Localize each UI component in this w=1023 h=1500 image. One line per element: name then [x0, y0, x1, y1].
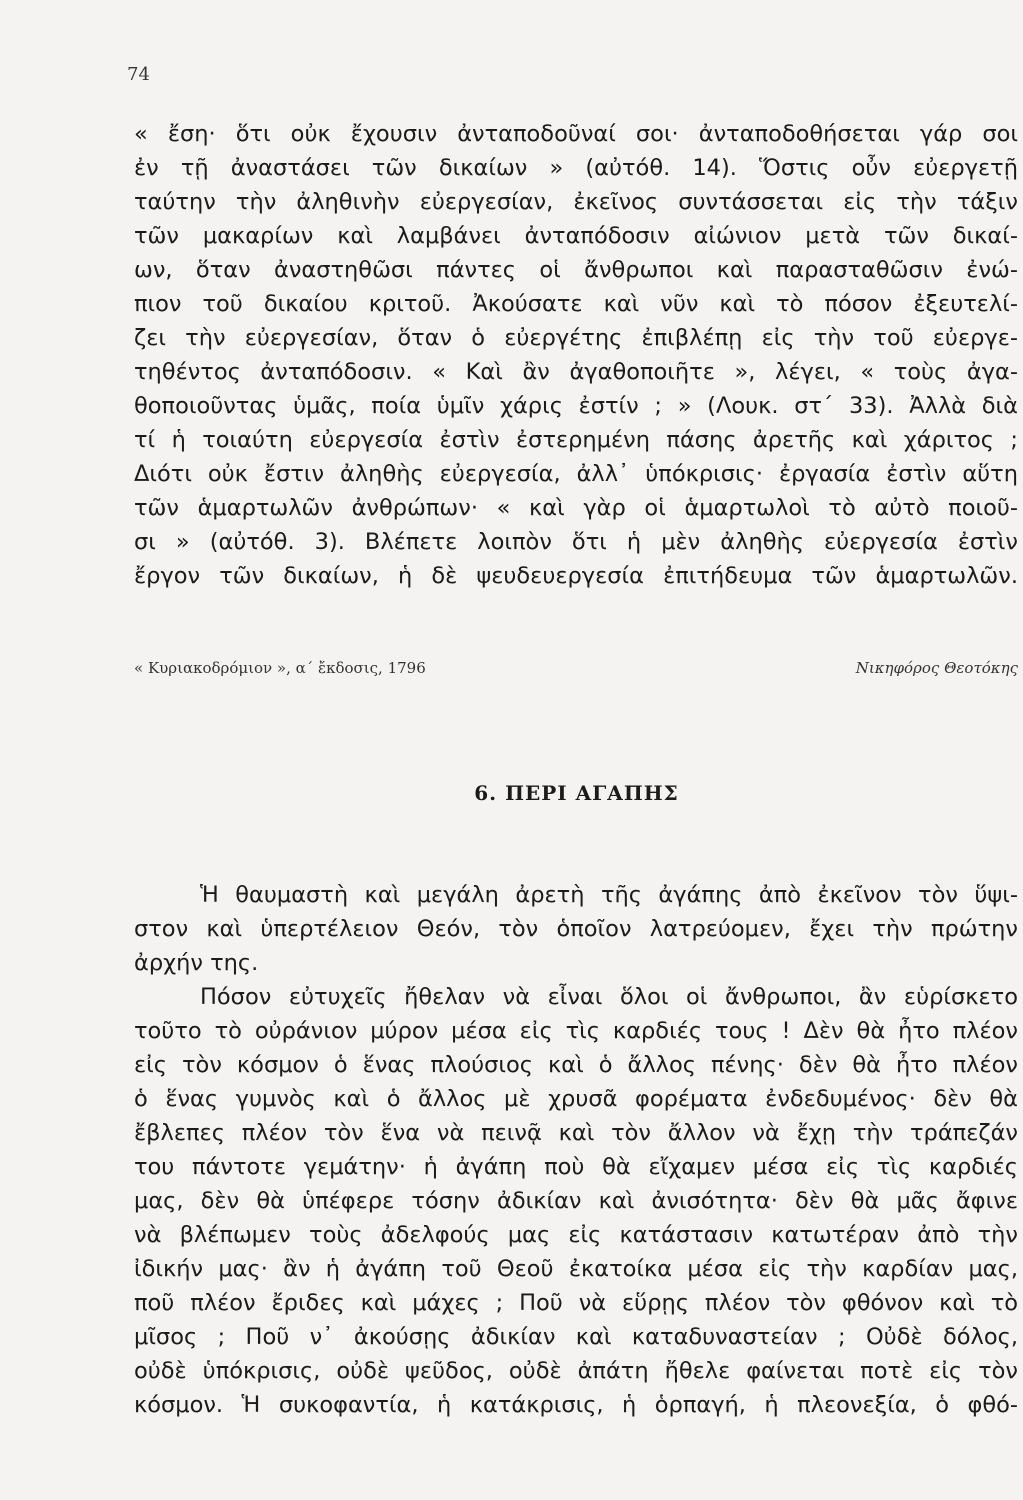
- text-line: ἀρχήν της.: [134, 950, 259, 976]
- text-line: πιον τοῦ δικαίου κριτοῦ. Ἀκούσατε καὶ νῦν καὶ τὸ πόσον ἐξευτελί-: [134, 291, 1018, 317]
- text-line: θοποιοῦντας ὑμᾶς, ποία ὑμῖν χάρις ἐστίν ; » (Λουκ. στ΄ 33). Ἀλλὰ διὰ: [134, 393, 1018, 419]
- page-number: 74: [127, 64, 150, 85]
- text-line: τηθέντος ἀνταπόδοσιν. « Καὶ ἂν ἀγαθοποιῆτε », λέγει, « τοὺς ἀγα-: [134, 359, 1018, 385]
- text-line: ἐν τῇ ἀναστάσει τῶν δικαίων » (αὐτόθ. 14). Ὅστις οὖν εὐεργετῇ: [134, 155, 1018, 181]
- text-line: ταύτην τὴν ἀληθινὴν εὐεργεσίαν, ἐκεῖνος συντάσσεται εἰς τὴν τάξιν: [134, 189, 1018, 215]
- text-line: μῖσος ; Ποῦ ν᾽ ἀκούσῃς ἀδικίαν καὶ καταδυναστείαν ; Οὐδὲ δόλος,: [134, 1324, 1018, 1350]
- text-line: κόσμον. Ἡ συκοφαντία, ἡ κατάκρισις, ἡ ὁρπαγή, ἡ πλεονεξία, ὁ φθό-: [134, 1392, 1018, 1418]
- text-line: Ἡ θαυμαστὴ καὶ μεγάλη ἀρετὴ τῆς ἀγάπης ἀπὸ ἐκεῖνον τὸν ὕψι-: [200, 882, 1018, 908]
- text-line: ἔργον τῶν δικαίων, ἡ δὲ ψευδευεργεσία ἐπιτήδευμα τῶν ἁμαρτωλῶν.: [134, 563, 1018, 589]
- text-line: εἰς τὸν κόσμον ὁ ἕνας πλούσιος καὶ ὁ ἄλλος πένης· δὲν θὰ ἦτο πλέον: [134, 1052, 1018, 1078]
- source-citation: [134, 655, 1018, 681]
- text-line: τῶν ἁμαρτωλῶν ἀνθρώπων· « καὶ γὰρ οἱ ἁμαρτωλοὶ τὸ αὐτὸ ποιοῦ-: [134, 495, 1018, 521]
- text-line: ζει τὴν εὐεργεσίαν, ὅταν ὁ εὐεργέτης ἐπιβλέπῃ εἰς τὴν τοῦ εὐεργε-: [134, 325, 1018, 351]
- source-title: « Κυριακοδρόμιον », α΄ ἔκδοσις, 1796: [134, 659, 426, 677]
- text-line: τί ἡ τοιαύτη εὐεργεσία ἐστὶν ἐστερημένη πάσης ἀρετῆς καὶ χάριτος ;: [134, 427, 1018, 453]
- text-line: Πόσον εὐτυχεῖς ἤθελαν νὰ εἶναι ὅλοι οἱ ἄνθρωποι, ἂν εὑρίσκετο: [200, 984, 1018, 1010]
- text-line: ων, ὅταν ἀναστηθῶσι πάντες οἱ ἄνθρωποι καὶ παρασταθῶσιν ἐνώ-: [134, 257, 1018, 283]
- text-line: τοῦτο τὸ οὐράνιον μύρον μέσα εἰς τὶς καρδιές τους ! Δὲν θὰ ἦτο πλέον: [134, 1018, 1018, 1044]
- text-line: μας, δὲν θὰ ὑπέφερε τόσην ἀδικίαν καὶ ἀνισότητα· δὲν θὰ μᾶς ἄφινε: [134, 1188, 1018, 1214]
- text-line: ἰδικήν μας· ἂν ἡ ἀγάπη τοῦ Θεοῦ ἐκατοίκα μέσα εἰς τὴν καρδίαν μας,: [134, 1256, 1018, 1282]
- section-heading: 6. ΠΕΡΙ ΑΓΑΠΗΣ: [474, 781, 679, 805]
- text-line: ἔβλεπες πλέον τὸν ἕνα νὰ πεινᾷ καὶ τὸν ἄλλον νὰ ἔχῃ τὴν τράπεζάν: [134, 1120, 1018, 1146]
- text-line: σι » (αὐτόθ. 3). Βλέπετε λοιπὸν ὅτι ἡ μὲν ἀληθὴς εὐεργεσία ἐστὶν: [134, 529, 1018, 555]
- text-line: ποῦ πλέον ἔριδες καὶ μάχες ; Ποῦ νὰ εὕρῃς πλέον τὸν φθόνον καὶ τὸ: [134, 1290, 1018, 1316]
- text-line: οὐδὲ ὑπόκρισις, οὐδὲ ψεῦδος, οὐδὲ ἀπάτη ἤθελε φαίνεται ποτὲ εἰς τὸν: [134, 1358, 1018, 1384]
- source-author: Νικηφόρος Θεοτόκης: [855, 659, 1018, 677]
- text-line: τῶν μακαρίων καὶ λαμβάνει ἀνταπόδοσιν αἰώνιον μετὰ τῶν δικαί-: [134, 223, 1018, 249]
- text-line: του πάντοτε γεμάτην· ἡ ἀγάπη ποὺ θὰ εἴχαμεν μέσα εἰς τὶς καρδιές: [134, 1154, 1018, 1180]
- passage-1: [134, 117, 1018, 593]
- passage-2: [134, 878, 1018, 1422]
- text-line: ὁ ἕνας γυμνὸς καὶ ὁ ἄλλος μὲ χρυσᾶ φορέματα ἐνδεδυμένος· δὲν θὰ: [134, 1086, 1018, 1112]
- text-line: Διότι οὐκ ἔστιν ἀληθὴς εὐεργεσία, ἀλλ᾽ ὑπόκρισις· ἐργασία ἐστὶν αὕτη: [134, 461, 1018, 487]
- text-line: στον καὶ ὑπερτέλειον Θεόν, τὸν ὁποῖον λατρεύομεν, ἔχει τὴν πρώτην: [134, 916, 1018, 942]
- text-line: « ἔση· ὅτι οὐκ ἔχουσιν ἀνταποδοῦναί σοι· ἀνταποδοθήσεται γάρ σοι: [134, 121, 1018, 147]
- text-line: νὰ βλέπωμεν τοὺς ἀδελφούς μας εἰς κατάστασιν κατωτέραν ἀπὸ τὴν: [134, 1222, 1018, 1248]
